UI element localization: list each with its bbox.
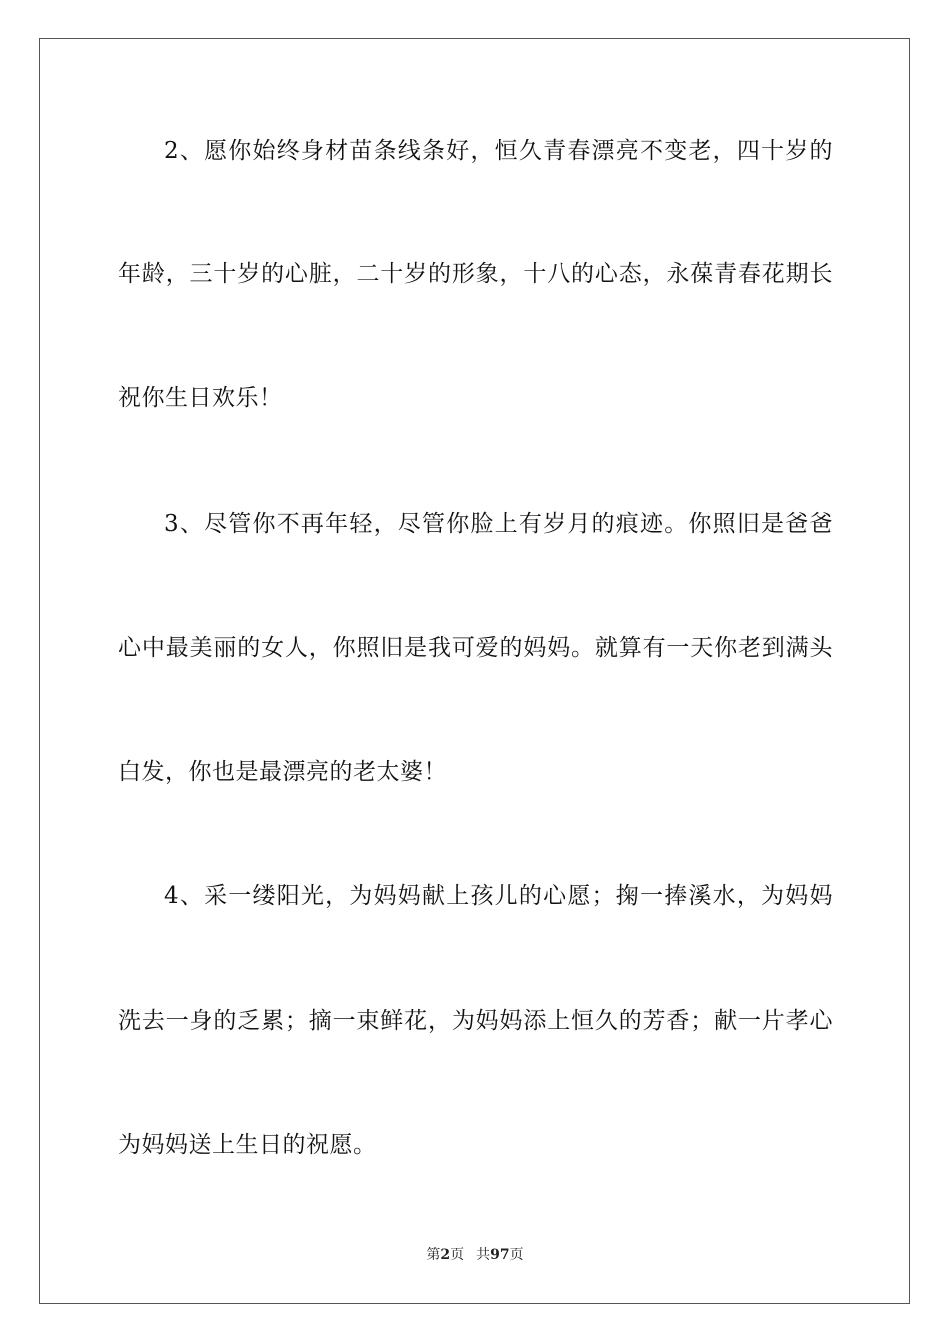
page-prefix: 第 bbox=[426, 1247, 441, 1263]
page-number: 2 bbox=[440, 1247, 451, 1263]
page-frame bbox=[39, 38, 910, 1304]
page-suffix: 页 bbox=[450, 1247, 465, 1263]
paragraph-4-line-3: 为妈妈送上生日的祝愿。 bbox=[118, 1132, 377, 1158]
paragraph-4-line-1: 4、采一缕阳光，为妈妈献上孩儿的心愿；掬一捧溪水，为妈妈 bbox=[164, 883, 833, 909]
paragraph-3-line-1: 3、尽管你不再年轻，尽管你脸上有岁月的痕迹。你照旧是爸爸 bbox=[164, 511, 833, 537]
total-prefix: 共 bbox=[476, 1247, 491, 1263]
paragraph-4-line-2: 洗去一身的乏累；摘一束鲜花，为妈妈添上恒久的芳香；献一片孝心 bbox=[118, 1008, 833, 1034]
paragraph-3-line-2: 心中最美丽的女人，你照旧是我可爱的妈妈。就算有一天你老到满头 bbox=[118, 635, 833, 661]
paragraph-2-line-1: 2、愿你始终身材苗条线条好，恒久青春漂亮不变老，四十岁的 bbox=[164, 138, 833, 164]
total-suffix: 页 bbox=[509, 1247, 524, 1263]
paragraph-2-line-2: 年龄，三十岁的心脏，二十岁的形象，十八的心态，永葆青春花期长 bbox=[118, 261, 833, 287]
total-pages: 97 bbox=[490, 1247, 510, 1263]
page-footer bbox=[0, 1246, 950, 1264]
paragraph-2-line-3: 祝你生日欢乐！ bbox=[118, 385, 283, 411]
paragraph-3-line-3: 白发，你也是最漂亮的老太婆！ bbox=[118, 759, 447, 785]
